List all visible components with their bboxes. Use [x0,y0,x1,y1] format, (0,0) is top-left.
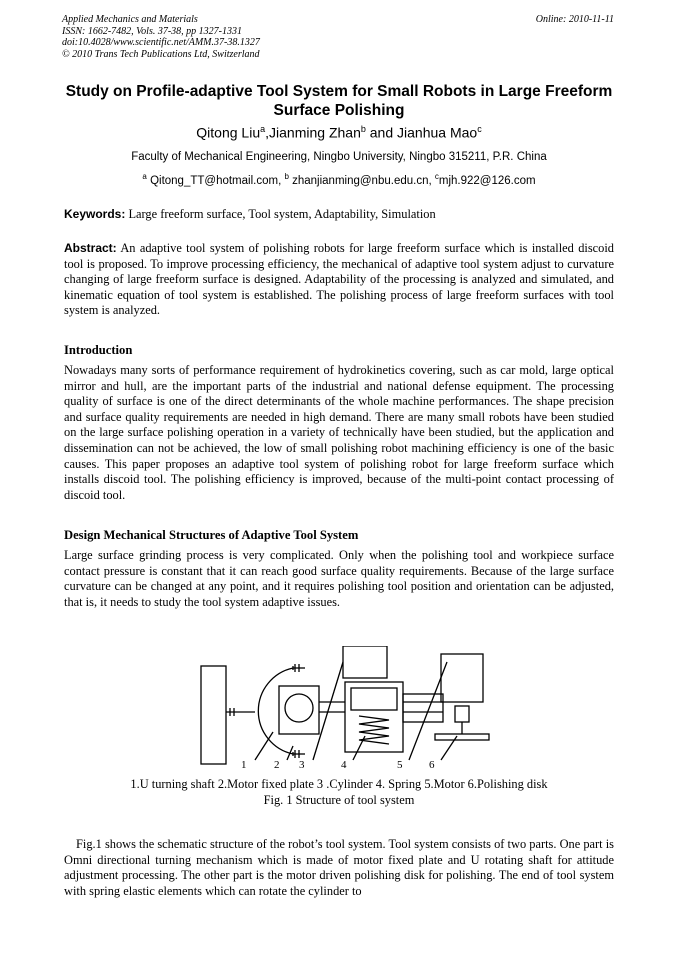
email-a[interactable]: Qitong_TT@hotmail.com, [146,174,285,187]
design-heading: Design Mechanical Structures of Adaptive Tool System [64,528,359,542]
body-text: Fig.1 shows the schematic structure of the robot’s tool system. Tool system consists of two parts. One part is Omni directional turning mechanism which is made of motor fixed plate and U rotating shaft for attitude adjustment processing. The other part is the motor driven polishing disk for polishing. The end of tool system with spring elastic elements which can rotate the cylinder to [64,837,614,898]
author-1: Qitong Liu [196,124,261,141]
email-c-mark: c [434,172,439,181]
keywords-text: Large freeform surface, Tool system, Adaptability, Simulation [125,207,436,221]
label-6: 6 [429,759,435,771]
email-b-mark: b [284,172,289,181]
polishing-disk [435,734,489,740]
email-a-mark: a [142,172,147,181]
label-2: 2 [274,759,280,771]
author-3-mark: c [477,124,482,134]
emails [60,172,618,187]
issn: ISSN: 1662-7482, Vols. 37-38, pp 1327-1331 [62,25,242,37]
label-5: 5 [397,759,403,771]
tool-system-figure [195,646,495,772]
author-2-mark: b [360,124,366,134]
spring-top-block [351,688,397,710]
author-2: ,Jianming Zhan [265,124,361,141]
author-1-mark: a [260,124,266,134]
copyright: © 2010 Trans Tech Publications Ltd, Switzerland [62,48,260,60]
u-shaft-frame [201,666,226,764]
author-3: and Jianhua Mao [365,124,478,141]
cylinder-circle [285,694,313,722]
label-1: 1 [241,759,247,771]
introduction-text: Nowadays many sorts of performance requirement of hydrokinetics covering, such as car mold, large optical mirror and hull, are the important parts of the industrial and national defense equipment. The processing quality of surface is one of the direct determinants of the whole machine performances. The shape precision and surface quality requirements are needed in high demand. There are many small robots have been studied on the large surface polishing operation in a variety of technically have been studied, but the application and dissemination can not be achieved, the low of small polishing robot machining efficiency is one of the basic causes. This paper proposes an adaptive tool system of polishing robot for large freeform surface which installs discoid tool. The polishing efficiency is improved, because of the multi-point contact processing of discoid tool. [64,363,614,502]
email-c[interactable]: mjh.922@126.com [438,174,536,187]
online-date: Online: 2010-11-11 [535,14,614,25]
figure-caption: Fig. 1 Structure of tool system [263,793,415,807]
abstract [64,241,614,319]
authors [60,124,618,141]
design-text: Large surface grinding process is very complicated. Only when the polishing tool and workpiece surface contact pressure is constant that it can reach good surface quality requirements. Because of the large surface curvature can be changed at any point, and it requires polishing tool position and orientation can be adjusted, that is, it needs to study the tool system adaptive issues. [64,548,614,609]
paper-title: Study on Profile-adaptive Tool System for Small Robots in Large Freeform Surface Polishing [65,83,613,119]
abstract-text: An adaptive tool system of polishing robots for large freeform surface which is installed discoid tool is proposed. To improve processing efficiency, the mechanical of adaptive tool system adjust to curvature changing of large freeform surface is designed. Adaptability of the processing is analyzed and simulated, and kinematic equation of tool system is established. The polishing process of large freeform surfaces with tool system is analyzed. [64,241,614,318]
email-b[interactable]: zhanjianming@nbu.edu.cn, [288,174,435,187]
journal-name: Applied Mechanics and Materials [62,14,198,25]
motor-5 [441,654,483,702]
motor-fixed-plate [258,668,293,754]
abstract-label: Abstract: [64,241,117,255]
introduction-heading: Introduction [64,343,133,357]
motor-shaft [455,706,469,722]
motor-block [343,646,387,678]
keywords-label: Keywords: [64,207,126,221]
label-4: 4 [341,759,347,771]
affiliation: Faculty of Mechanical Engineering, Ningbo University, Ningbo 315211, P.R. China [131,151,547,163]
figure-legend: 1.U turning shaft 2.Motor fixed plate 3 .Cylinder 4. Spring 5.Motor 6.Polishing disk [130,777,548,791]
keywords [64,207,614,223]
label-3: 3 [299,759,305,771]
arm [403,694,443,722]
doi: doi:10.4028/www.scientific.net/AMM.37-38.1327 [62,37,260,48]
journal-meta [62,14,260,60]
